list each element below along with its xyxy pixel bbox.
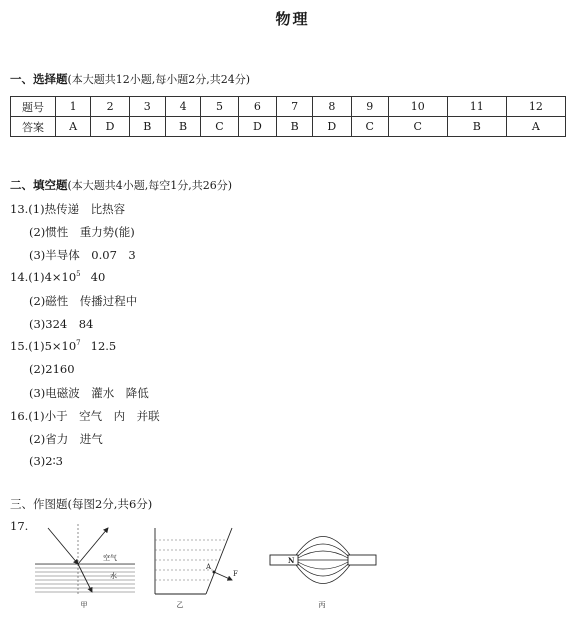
table-cell: C	[388, 117, 447, 137]
table-cell: D	[313, 117, 352, 137]
answer-line: (2)2160	[29, 362, 75, 376]
answer-line-text: 14.(1)4×10	[10, 270, 77, 284]
caption-fig-b: 乙	[176, 601, 184, 609]
table-cell: 3	[129, 97, 165, 117]
incident-ray	[48, 528, 78, 564]
label-n: N	[288, 556, 295, 565]
magnet-right	[348, 555, 376, 565]
row-label-num: 题号	[11, 97, 56, 117]
table-cell: B	[165, 117, 201, 137]
answer-line-tail: 40	[90, 270, 106, 284]
answer-line: (3)2∶3	[29, 454, 63, 468]
field-line	[296, 565, 350, 584]
force-arrow	[214, 572, 232, 580]
table-cell: C	[201, 117, 238, 137]
answer-line-tail: 12.5	[90, 339, 117, 353]
answer-line: (3)半导体 0.07 3	[29, 248, 136, 262]
table-cell: C	[351, 117, 388, 137]
answer-line: (2)省力 进气	[29, 432, 103, 446]
caption-fig-a: 甲	[80, 601, 88, 609]
table-cell: 12	[506, 97, 565, 117]
label-air: 空气	[103, 554, 117, 562]
exponent: 7	[76, 339, 81, 348]
table-cell: 6	[238, 97, 277, 117]
container-figure	[150, 522, 250, 598]
table-cell: 2	[91, 97, 130, 117]
table-cell: A	[506, 117, 565, 137]
answer-line: 13.(1)热传递 比热容	[10, 202, 126, 216]
table-cell: A	[56, 117, 91, 137]
section1-heading	[10, 71, 250, 87]
table-cell: 4	[165, 97, 201, 117]
label-a: A	[206, 563, 212, 571]
page-title: 物理	[275, 10, 310, 28]
field-line	[296, 537, 350, 556]
table-cell: 9	[351, 97, 388, 117]
answer-line: (3)电磁波 灌水 降低	[29, 386, 149, 400]
answer-line-text: 15.(1)5×10	[10, 339, 77, 353]
section1-note: (本大题共12小题,每小题2分,共24分)	[67, 73, 251, 86]
table-cell: 7	[277, 97, 313, 117]
field-line	[298, 551, 348, 558]
container-slant-wall	[206, 528, 232, 594]
magnet-field-figure	[268, 522, 378, 598]
label-f: F	[233, 570, 238, 578]
table-cell: 8	[313, 97, 352, 117]
answer-line: (3)324 84	[29, 317, 94, 331]
answer-line: (2)惯性 重力势(能)	[29, 225, 135, 239]
answer-line	[10, 339, 116, 353]
answer-line	[10, 270, 105, 284]
section2-note: (本大题共4小题,每空1分,共26分)	[67, 179, 233, 192]
table-row-answers	[11, 117, 566, 137]
answer-line: (2)磁性 传播过程中	[29, 294, 138, 308]
answer-table	[10, 96, 566, 137]
table-cell: B	[129, 117, 165, 137]
table-cell: B	[277, 117, 313, 137]
table-cell: 5	[201, 97, 238, 117]
answer-line: 16.(1)小于 空气 内 并联	[10, 409, 160, 423]
table-cell: B	[447, 117, 506, 137]
table-cell: D	[91, 117, 130, 137]
table-cell: 10	[388, 97, 447, 117]
section1-heading-label: 一、选择题	[10, 72, 68, 86]
field-line	[298, 562, 348, 569]
table-cell: 1	[56, 97, 91, 117]
table-cell: 11	[447, 97, 506, 117]
caption-fig-c: 丙	[318, 601, 326, 609]
row-label-ans: 答案	[11, 117, 56, 137]
exponent: 5	[76, 270, 81, 279]
label-water: 水	[110, 572, 117, 580]
table-row-numbers	[11, 97, 566, 117]
section2-heading-label: 二、填空题	[10, 178, 68, 192]
section3-heading: 三、作图题(每图2分,共6分)	[10, 497, 153, 511]
table-cell: D	[238, 117, 277, 137]
section2-heading	[10, 177, 232, 193]
refraction-figure	[30, 522, 140, 598]
question-number: 17.	[10, 519, 29, 533]
